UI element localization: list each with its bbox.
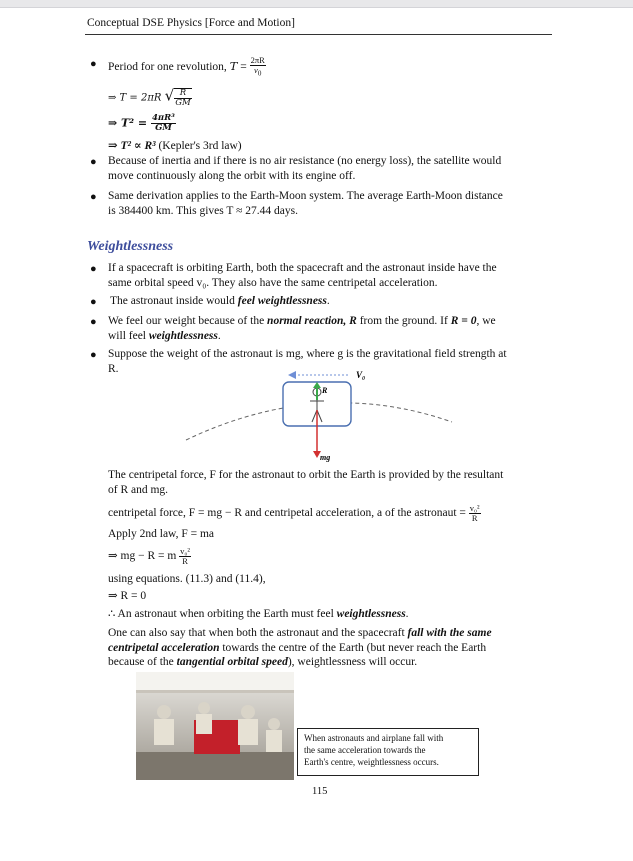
var-v: v xyxy=(254,65,258,75)
fraction-2piR-over-v0 xyxy=(250,56,266,79)
eq-prefix: ⇒ T = 2πR xyxy=(108,92,162,104)
sub-zero: 0 xyxy=(257,69,262,78)
frac-denominator: GM xyxy=(175,98,191,108)
emphasis: tangential orbital speed xyxy=(176,656,288,668)
text-span: will feel xyxy=(108,329,149,342)
text-line: is 384400 km. This gives T ≈ 27.44 days. xyxy=(108,204,299,217)
kepler-proportion: ⇒ T² ∝ R³ xyxy=(108,140,156,152)
orbit-speed-paragraph xyxy=(108,261,497,290)
emphasis: centripetal acceleration xyxy=(108,641,220,654)
text-span: because of the xyxy=(108,656,177,668)
page-number: 115 xyxy=(312,786,328,797)
frac-numerator: R xyxy=(174,89,192,99)
normal-reaction-paragraph xyxy=(108,314,496,343)
fraction-v0sq-over-R xyxy=(469,504,481,523)
bullet-dot: ● xyxy=(90,156,97,168)
period-label: Period for one revolution, xyxy=(108,60,227,73)
velocity-arrowhead xyxy=(288,371,296,379)
frac-denominator: GM xyxy=(155,123,172,133)
fraction-4piR3-over-GM xyxy=(151,114,176,133)
text-line: same orbital speed v₀. They also have the same centripetal acceleration. xyxy=(108,276,438,289)
emphasis: normal reaction, R xyxy=(267,315,357,327)
bullet-dot: ● xyxy=(90,58,97,70)
caption-line: the same acceleration towards the xyxy=(304,745,426,755)
inertia-paragraph xyxy=(108,154,501,183)
bullet-dot: ● xyxy=(90,349,97,361)
frac-denominator: R xyxy=(182,556,188,566)
text-span: towards the centre of the Earth (but never reach the Earth xyxy=(219,641,487,654)
page-header: Conceptual DSE Physics [Force and Motion] xyxy=(87,17,295,29)
text-line xyxy=(108,314,496,329)
orbit-diagram xyxy=(180,366,460,466)
text-span: ∴ An astronaut when orbiting the Earth must feel xyxy=(108,608,337,620)
bullet-dot: ● xyxy=(90,316,97,328)
emphasis: weightlessness xyxy=(336,608,406,620)
emphasis: R = 0 xyxy=(450,315,477,327)
text-span: from the ground. If xyxy=(356,315,451,327)
text-span: ⇒ mg − R = m xyxy=(108,550,177,563)
feel-weightless-line xyxy=(110,294,330,309)
frac-denominator: R xyxy=(471,513,478,523)
text-line: The centripetal force, F for the astronaut to orbit the Earth is provided by the resultant xyxy=(108,469,504,481)
mg-label: mg xyxy=(320,453,331,462)
equals-sign: = xyxy=(240,60,247,73)
period-line xyxy=(108,56,266,79)
emphasis: weightlessness xyxy=(148,329,218,342)
eq-prefix: ⇒ T² = xyxy=(108,116,148,130)
R-label: R xyxy=(322,386,328,395)
frac-numerator: 2πR xyxy=(250,55,265,65)
newton-second-law: Apply 2nd law, F = ma xyxy=(108,528,215,540)
bullet-dot: ● xyxy=(90,296,97,308)
text-line: Suppose the weight of the astronaut is mg, where g is the gravitational field strength at xyxy=(108,348,507,360)
text-span: ), weightlessness will occur. xyxy=(287,656,418,668)
frac-numerator: v₀² xyxy=(180,546,190,556)
text-span: The astronaut inside would xyxy=(110,295,238,307)
text-span: . xyxy=(405,608,409,620)
text-line: move continuously along the orbit with its engine off. xyxy=(108,169,356,182)
caption-line: Earth's centre, weightlessness occurs. xyxy=(304,757,439,767)
bullet-dot: ● xyxy=(90,191,97,203)
text-line: Same derivation applies to the Earth-Moon system. The average Earth-Moon distance xyxy=(108,190,503,202)
text-line: If a spacecraft is orbiting Earth, both the spacecraft and the astronaut inside have the xyxy=(108,262,497,274)
text-span: , we xyxy=(476,315,496,327)
astronauts-photo xyxy=(136,672,294,780)
emphasis: feel weightlessness xyxy=(237,295,327,307)
text-line: Because of inertia and if there is no air resistance (no energy loss), the satellite would xyxy=(108,155,502,167)
R-equals-zero: ⇒ R = 0 xyxy=(108,590,147,602)
frac-numerator: 4πR³ xyxy=(151,113,175,123)
text-line xyxy=(108,626,492,641)
kepler-third-law-line xyxy=(108,139,242,154)
resultant-paragraph xyxy=(108,468,503,497)
kepler-note: (Kepler's 3rd law) xyxy=(158,140,242,152)
text-line xyxy=(108,641,492,656)
fraction-v0sq-over-R xyxy=(179,547,191,566)
header-rule xyxy=(85,34,552,35)
using-equations-line: using equations. (11.3) and (11.4), xyxy=(108,573,266,585)
centripetal-equation xyxy=(108,504,481,523)
conclusion-line xyxy=(108,607,409,622)
frac-denominator xyxy=(250,66,266,79)
equation-T-squared xyxy=(108,114,176,133)
emphasis: fall with the same xyxy=(407,627,492,639)
var-T: T xyxy=(229,58,238,73)
mg-minus-R-equation xyxy=(108,547,191,566)
photo-caption xyxy=(297,728,479,776)
text-span: . xyxy=(217,329,221,342)
sqrt-fraction xyxy=(174,88,192,108)
frac-numerator: v₀² xyxy=(469,503,480,513)
sqrt-sign: √ xyxy=(164,86,175,105)
v0-label: V₀ xyxy=(356,370,366,380)
section-title: Weightlessness xyxy=(87,239,174,254)
bullet-dot: ● xyxy=(90,263,97,275)
text-line: R. xyxy=(108,362,119,375)
text-line: of R and mg. xyxy=(108,483,169,496)
text-span: centripetal force, F = mg − R and centripetal acceleration, a of the astronaut = xyxy=(108,507,466,520)
text-span: . xyxy=(326,295,330,307)
text-span: One can also say that when both the astronaut and the spacecraft xyxy=(108,627,408,639)
caption-line: When astronauts and airplane fall with xyxy=(304,733,444,743)
text-line xyxy=(108,329,496,344)
photo-illustration xyxy=(136,672,294,780)
text-span: We feel our weight because of the xyxy=(108,315,268,327)
earth-moon-paragraph xyxy=(108,189,503,218)
text-line xyxy=(108,655,492,670)
equation-T-sqrt xyxy=(108,88,192,108)
free-fall-paragraph xyxy=(108,626,492,670)
